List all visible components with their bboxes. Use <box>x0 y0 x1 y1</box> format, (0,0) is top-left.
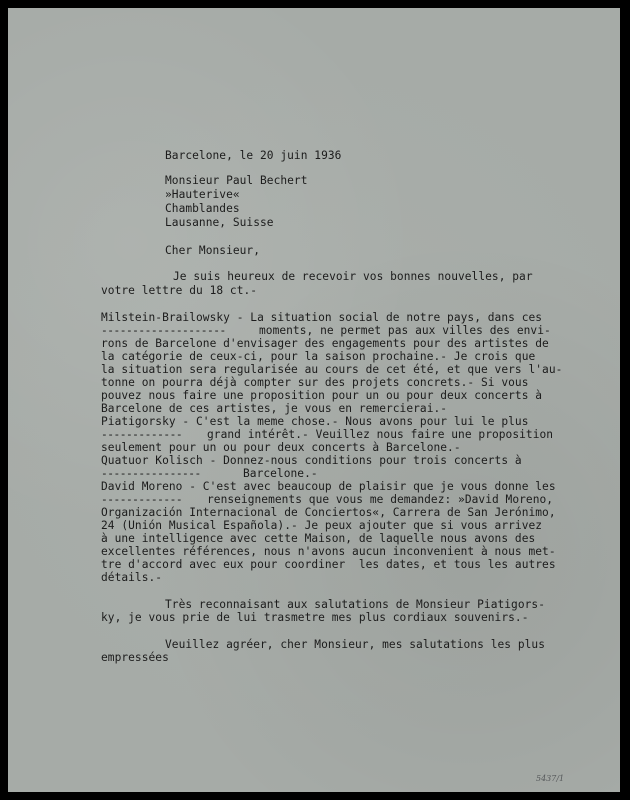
body-line: Quatuor Kolisch - Donnez-nous conditions pour trois concerts à <box>101 454 522 467</box>
body-line: la catégorie de ceux-ci, pour la saison prochaine.- Je crois que <box>101 350 536 363</box>
body-line: tonne on pourra déjà compter sur des projets concrets.- Si vous <box>101 376 529 389</box>
closing-line: empressées <box>101 651 169 664</box>
body-line: grand intérêt.- Veuillez nous faire une proposition <box>207 428 554 441</box>
underline-dashes: -------------------- <box>101 324 226 337</box>
letter-date: Barcelone, le 20 juin 1936 <box>165 149 342 162</box>
body-line: seulement pour un ou pour deux concerts à Barcelone.- <box>101 441 461 454</box>
closing-line: ky, je vous prie de lui trasmetre mes plus cordiaux souvenirs.- <box>101 611 529 624</box>
body-line: David Moreno - C'est avec beaucoup de plaisir que je vous donne les <box>101 480 556 493</box>
underline-dashes: ---------------- <box>101 467 201 480</box>
intro-line: Je suis heureux de recevoir vos bonnes nouvelles, par <box>173 270 533 283</box>
body-line: pouvez nous faire une proposition pour un ou pour deux concerts à <box>101 389 543 402</box>
body-line: Organización Internacional de Conciertos«, Carrera de San Jerónimo, <box>101 506 556 519</box>
recipient-house: »Hauterive« <box>165 188 240 201</box>
body-line: Barcelone de ces artistes, je vous en remercierai.- <box>101 402 448 415</box>
closing-line: Très reconnaisant aux salutations de Monsieur Piatigors- <box>165 598 545 611</box>
body-line: 24 (Unión Musical Española).- Je peux ajouter que si vous arrivez <box>101 519 543 532</box>
body-line: Milstein-Brailowsky - La situation social de notre pays, dans ces <box>101 311 543 324</box>
body-line: à une intelligence avec cette Maison, de laquelle nous avons des <box>101 532 536 545</box>
body-line: la situation sera regularisée au cours de cet été, et que vers l'au- <box>101 363 563 376</box>
recipient-name: Monsieur Paul Bechert <box>165 174 308 187</box>
body-line: renseignements que vous me demandez: »David Moreno, <box>207 493 554 506</box>
intro-line: votre lettre du 18 ct.- <box>101 284 258 297</box>
body-line: moments, ne permet pas aux villes des envi- <box>259 324 551 337</box>
body-line: Barcelone.- <box>243 467 318 480</box>
recipient-locality: Chamblandes <box>165 202 240 215</box>
body-line: excellentes références, nous n'avons aucun inconvenient à nous met- <box>101 545 556 558</box>
underline-dashes: ------------- <box>101 428 183 441</box>
closing-line: Veuillez agréer, cher Monsieur, mes salutations les plus <box>165 638 545 651</box>
letter-page <box>8 8 620 792</box>
body-line: tre d'accord avec eux pour coordiner les dates, et tous les autres <box>101 558 556 571</box>
archive-number: 5437/1 <box>536 774 565 783</box>
body-line: rons de Barcelone d'envisager des engagements pour des artistes de <box>101 337 549 350</box>
body-line: Piatigorsky - C'est la meme chose.- Nous avons pour lui le plus <box>101 415 529 428</box>
recipient-city: Lausanne, Suisse <box>165 216 274 229</box>
salutation: Cher Monsieur, <box>165 244 260 257</box>
underline-dashes: ------------- <box>101 493 183 506</box>
body-line: détails.- <box>101 571 163 584</box>
